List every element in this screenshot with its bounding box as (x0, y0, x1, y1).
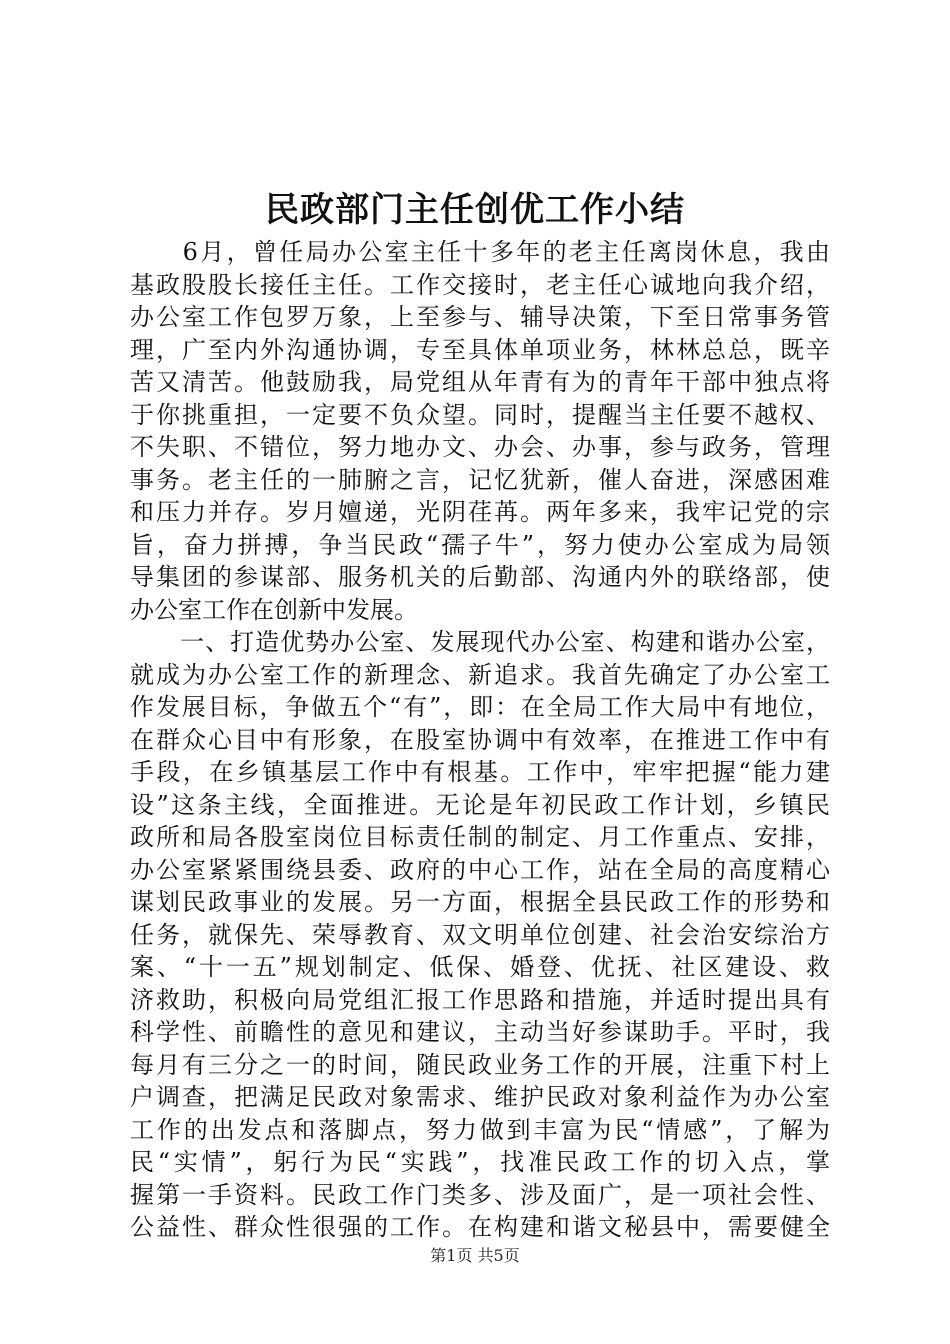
page-footer: 第1页 共5页 (430, 1246, 520, 1265)
body-line: 济救助，积极向局党组汇报工作思路和措施，并适时提出具有 (130, 985, 830, 1014)
body-line: 6月，曾任局办公室主任十多年的老主任离岗休息，我由 (130, 238, 830, 266)
body-line: 事务。老主任的一肺腑之言，记忆犹新，催人奋进，深感困难 (130, 465, 830, 494)
body-line: 旨，奋力拼搏，争当民政“孺子牛”，努力使办公室成为局领 (130, 530, 830, 559)
body-line: 基政股股长接任主任。工作交接时，老主任心诚地向我介绍， (130, 270, 830, 299)
body-line: 和压力并存。岁月嬗递，光阴荏苒。两年多来，我牢记党的宗 (130, 498, 830, 526)
body-line: 政所和局各股室岗位目标责任制的制定、月工作重点、安排， (130, 823, 830, 851)
body-line: 公益性、群众性很强的工作。在构建和谐文秘县中，需要健全 (130, 1213, 830, 1241)
body-line: 手段，在乡镇基层工作中有根基。工作中，牢牢把握“能力建 (130, 758, 830, 786)
body-line: 谋划民政事业的发展。另一方面，根据全县民政工作的形势和 (130, 888, 830, 916)
body-line: 每月有三分之一的时间，随民政业务工作的开展，注重下村上 (130, 1050, 830, 1079)
body-line: 导集团的参谋部、服务机关的后勤部、沟通内外的联络部，使 (130, 563, 830, 591)
body-line: 案、“十一五”规划制定、低保、婚登、优抚、社区建设、救 (130, 953, 830, 981)
body-line: 工作的出发点和落脚点，努力做到丰富为民“情感”，了解为 (130, 1115, 830, 1144)
body-line: 设”这条主线，全面推进。无论是年初民政工作计划，乡镇民 (130, 790, 830, 819)
body-line: 在群众心目中有形象，在股室协调中有效率，在推进工作中有 (130, 725, 830, 754)
document-title: 民政部门主任创优工作小结 (265, 190, 685, 230)
body-line: 苦又清苦。他鼓励我，局党组从年青有为的青年干部中独点将 (130, 368, 830, 396)
body-line: 科学性、前瞻性的意见和建议，主动当好参谋助手。平时，我 (130, 1018, 830, 1046)
body-line: 于你挑重担，一定要不负众望。同时，提醒当主任要不越权、 (130, 400, 830, 429)
body-line: 一、打造优势办公室、发展现代办公室、构建和谐办公室， (130, 628, 830, 656)
document-body (130, 236, 830, 1244)
body-line: 理，广至内外沟通协调，专至具体单项业务，林林总总，既辛 (130, 335, 830, 364)
body-line: 办公室紧紧围绕县委、政府的中心工作，站在全局的高度精心 (130, 855, 830, 884)
body-line: 户调查，把满足民政对象需求、维护民政对象利益作为办公室 (130, 1083, 830, 1111)
body-line: 作发展目标，争做五个“有”，即：在全局工作大局中有地位， (130, 693, 830, 721)
body-line: 就成为办公室工作的新理念、新追求。我首先确定了办公室工 (130, 660, 830, 689)
body-line: 不失职、不错位，努力地办文、办会、办事，参与政务，管理 (130, 433, 830, 461)
body-line: 任务，就保先、荣辱教育、双文明单位创建、社会治安综治方 (130, 920, 830, 949)
body-line: 握第一手资料。民政工作门类多、涉及面广，是一项社会性、 (130, 1180, 830, 1209)
body-line: 办公室工作在创新中发展。 (130, 595, 418, 624)
body-line: 民“实情”，躬行为民“实践”，找准民政工作的切入点，掌 (130, 1148, 830, 1176)
body-line: 办公室工作包罗万象，上至参与、辅导决策，下至日常事务管 (130, 303, 830, 331)
